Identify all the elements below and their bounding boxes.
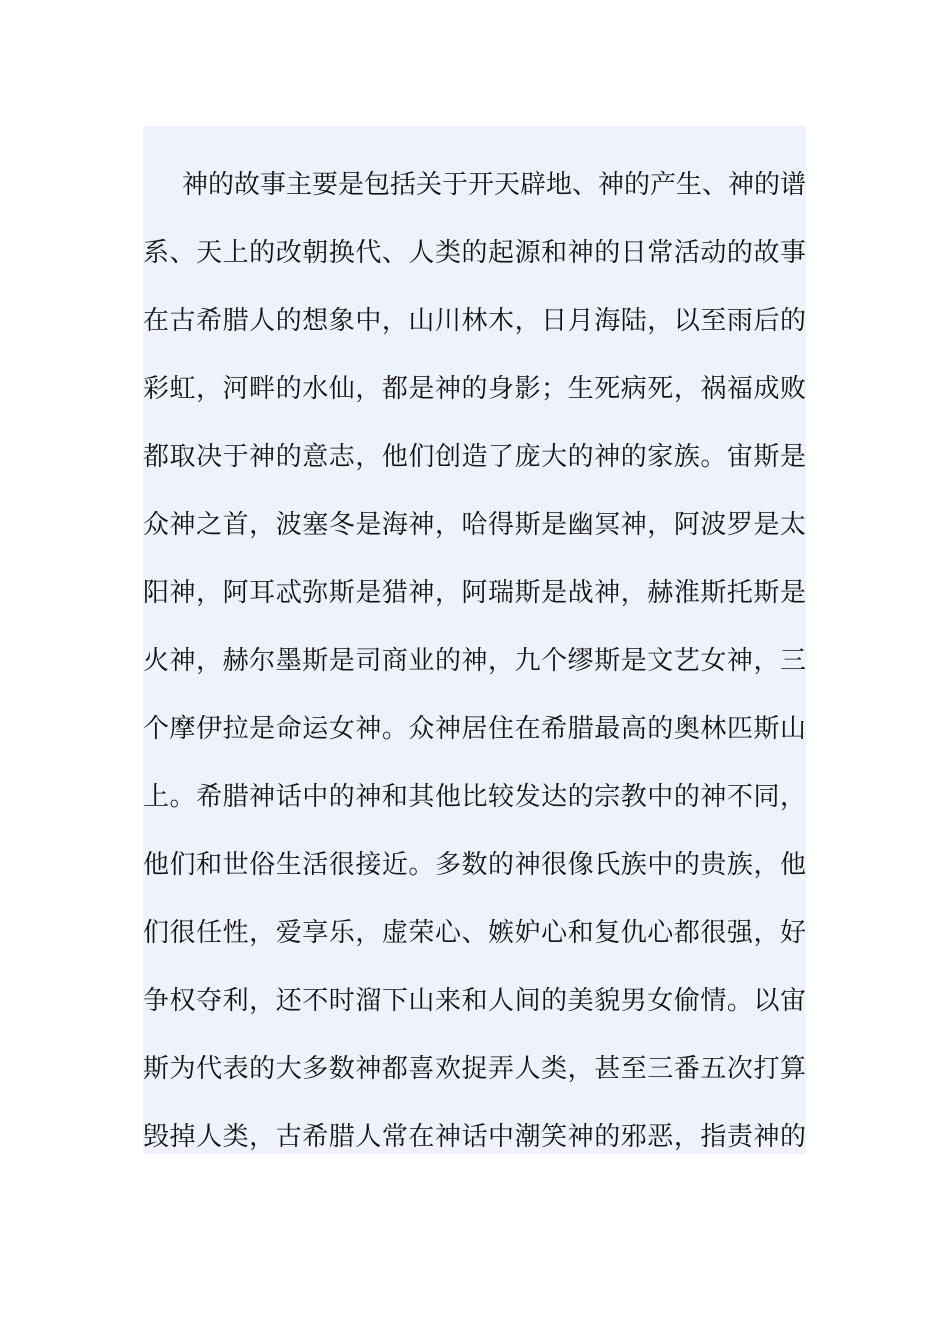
text-line-1: 神的故事主要是包括关于开天辟地、神的产生、神的谱 [182, 170, 807, 200]
text-line-2: 系、天上的改朝换代、人类的起源和神的日常活动的故事 [143, 238, 806, 268]
text-line-5: 都取决于神的意志，他们创造了庞大的神的家族。宙斯是 [143, 442, 806, 472]
text-line-12: 们很任性，爱享乐，虚荣心、嫉妒心和复仇心都很强，好 [143, 918, 806, 948]
text-line-9: 个摩伊拉是命运女神。众神居住在希腊最高的奥林匹斯山 [143, 714, 806, 744]
text-line-7: 阳神，阿耳忒弥斯是猎神，阿瑞斯是战神，赫淮斯托斯是 [143, 578, 806, 608]
text-line-11: 他们和世俗生活很接近。多数的神很像氏族中的贵族，他 [143, 850, 806, 880]
text-line-6: 众神之首，波塞冬是海神，哈得斯是幽冥神，阿波罗是太 [143, 510, 806, 540]
text-line-8: 火神，赫尔墨斯是司商业的神，九个缪斯是文艺女神，三 [143, 646, 806, 676]
text-line-4: 彩虹，河畔的水仙，都是神的身影；生死病死，祸福成败 [143, 374, 806, 404]
text-line-14: 斯为代表的大多数神都喜欢捉弄人类，甚至三番五次打算 [143, 1054, 806, 1084]
text-line-13: 争权夺利，还不时溜下山来和人间的美貌男女偷情。以宙 [143, 986, 806, 1016]
text-block [143, 126, 806, 1154]
text-line-3: 在古希腊人的想象中，山川林木，日月海陆，以至雨后的 [143, 306, 806, 336]
text-line-10: 上。希腊神话中的神和其他比较发达的宗教中的神不同， [143, 782, 806, 812]
text-line-15: 毁掉人类，古希腊人常在神话中潮笑神的邪恶，指责神的 [143, 1122, 806, 1152]
